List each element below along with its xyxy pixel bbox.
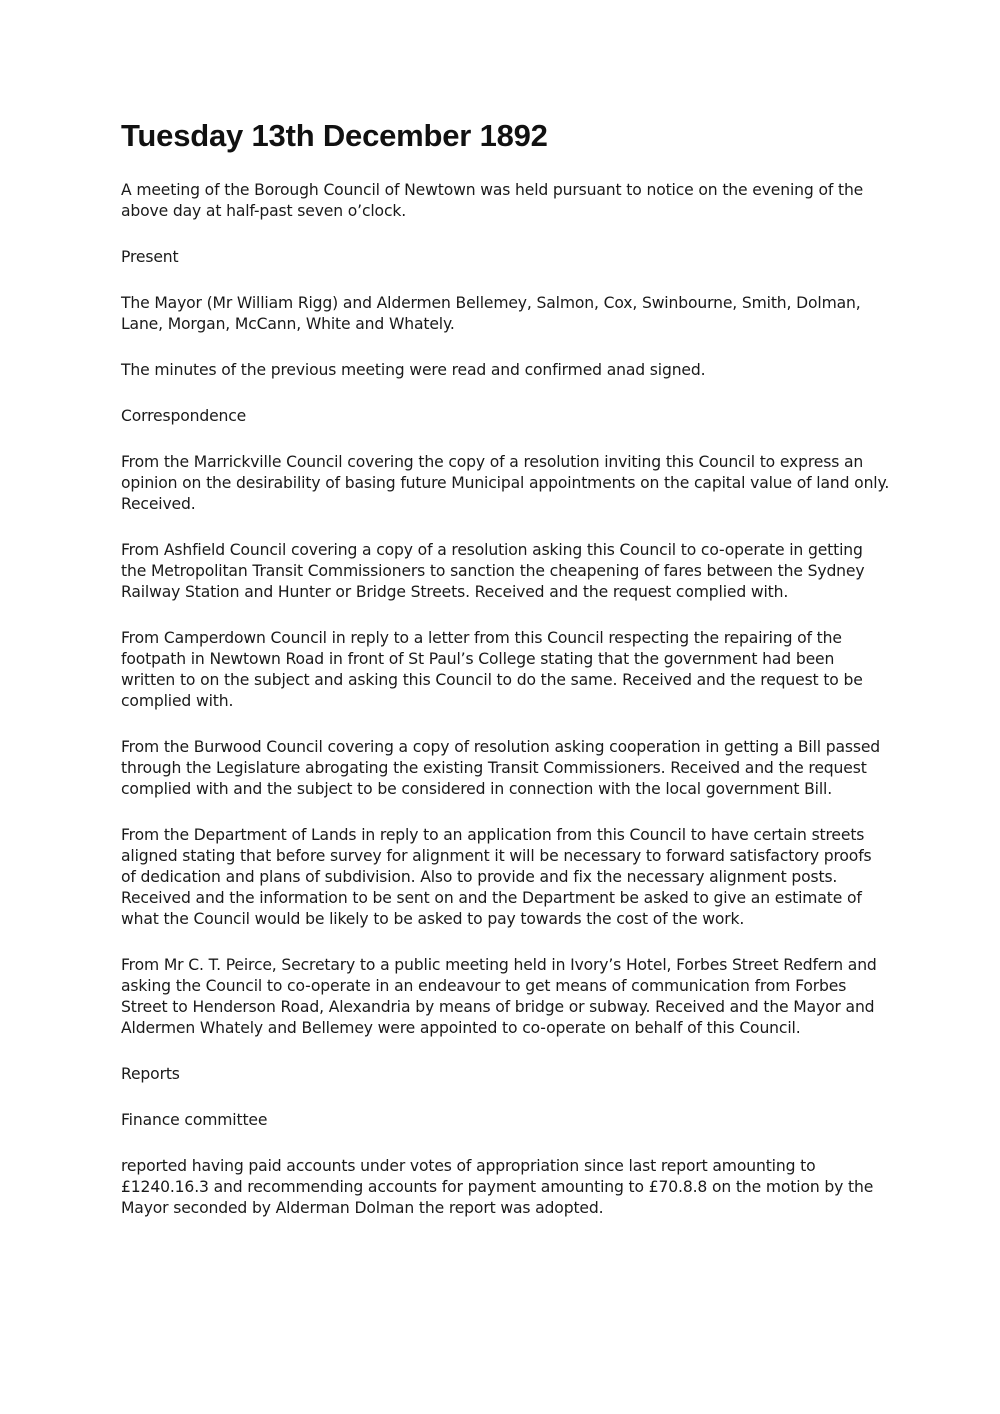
heading-finance-committee: Finance committee [121,1111,268,1129]
paragraph-minutes: The minutes of the previous meeting were read and confirmed anad signed. [121,361,706,379]
heading-present: Present [121,248,179,266]
paragraph-finance-report: reported having paid accounts under votes of appropriation since last report amounting to £1240.16.3 and recommending accounts for payment amounting to £70.8.8 on the motion by the Mayor seconded by Alderman Dolman the report was adopted. [121,1157,874,1217]
paragraph-peirce: From Mr C. T. Peirce, Secretary to a public meeting held in Ivory’s Hotel, Forbes Street Redfern and asking the Council to co-operate in an endeavour to get means of communication from Forbes Street to Henderson Road, Alexandria by means of bridge or subway. Received and the Mayor and Aldermen Whately and Bellemey were appointed to co-operate on behalf of this Council. [121,956,877,1037]
paragraph-opening: A meeting of the Borough Council of Newtown was held pursuant to notice on the evening of the above day at half-past seven o’clock. [121,181,864,220]
paragraph-attendees: The Mayor (Mr William Rigg) and Aldermen Bellemey, Salmon, Cox, Swinbourne, Smith, Dolman, Lane, Morgan, McCann, White and Whately. [121,294,861,333]
paragraph-department-of-lands: From the Department of Lands in reply to an application from this Council to have certain streets aligned stating that before survey for alignment it will be necessary to forward satisfactory proofs of dedication and plans of subdivision. Also to provide and fix the necessary alignment posts. Received and the information to be sent on and the Department be asked to give an estimate of what the Council would be likely to be asked to pay towards the cost of the work. [121,826,872,928]
paragraph-ashfield: From Ashfield Council covering a copy of a resolution asking this Council to co-operate in getting the Metropolitan Transit Commissioners to sanction the cheapening of fares between the Sydney Railway Station and Hunter or Bridge Streets. Received and the request complied with. [121,541,865,601]
paragraph-burwood: From the Burwood Council covering a copy of resolution asking cooperation in getting a Bill passed through the Legislature abrogating the existing Transit Commissioners. Received and the request complied with and the subject to be considered in connection with the local government Bill. [121,738,881,798]
paragraph-marrickville: From the Marrickville Council covering the copy of a resolution inviting this Council to express an opinion on the desirability of basing future Municipal appointments on the capital value of land only. Received. [121,453,890,513]
document-page [121,116,891,1244]
paragraph-camperdown: From Camperdown Council in reply to a letter from this Council respecting the repairing of the footpath in Newtown Road in front of St Paul’s College stating that the government had been written to on the subject and asking this Council to do the same. Received and the request to be complied with. [121,629,863,710]
page-title: Tuesday 13th December 1892 [121,118,548,153]
heading-reports: Reports [121,1065,180,1083]
heading-correspondence: Correspondence [121,407,247,425]
